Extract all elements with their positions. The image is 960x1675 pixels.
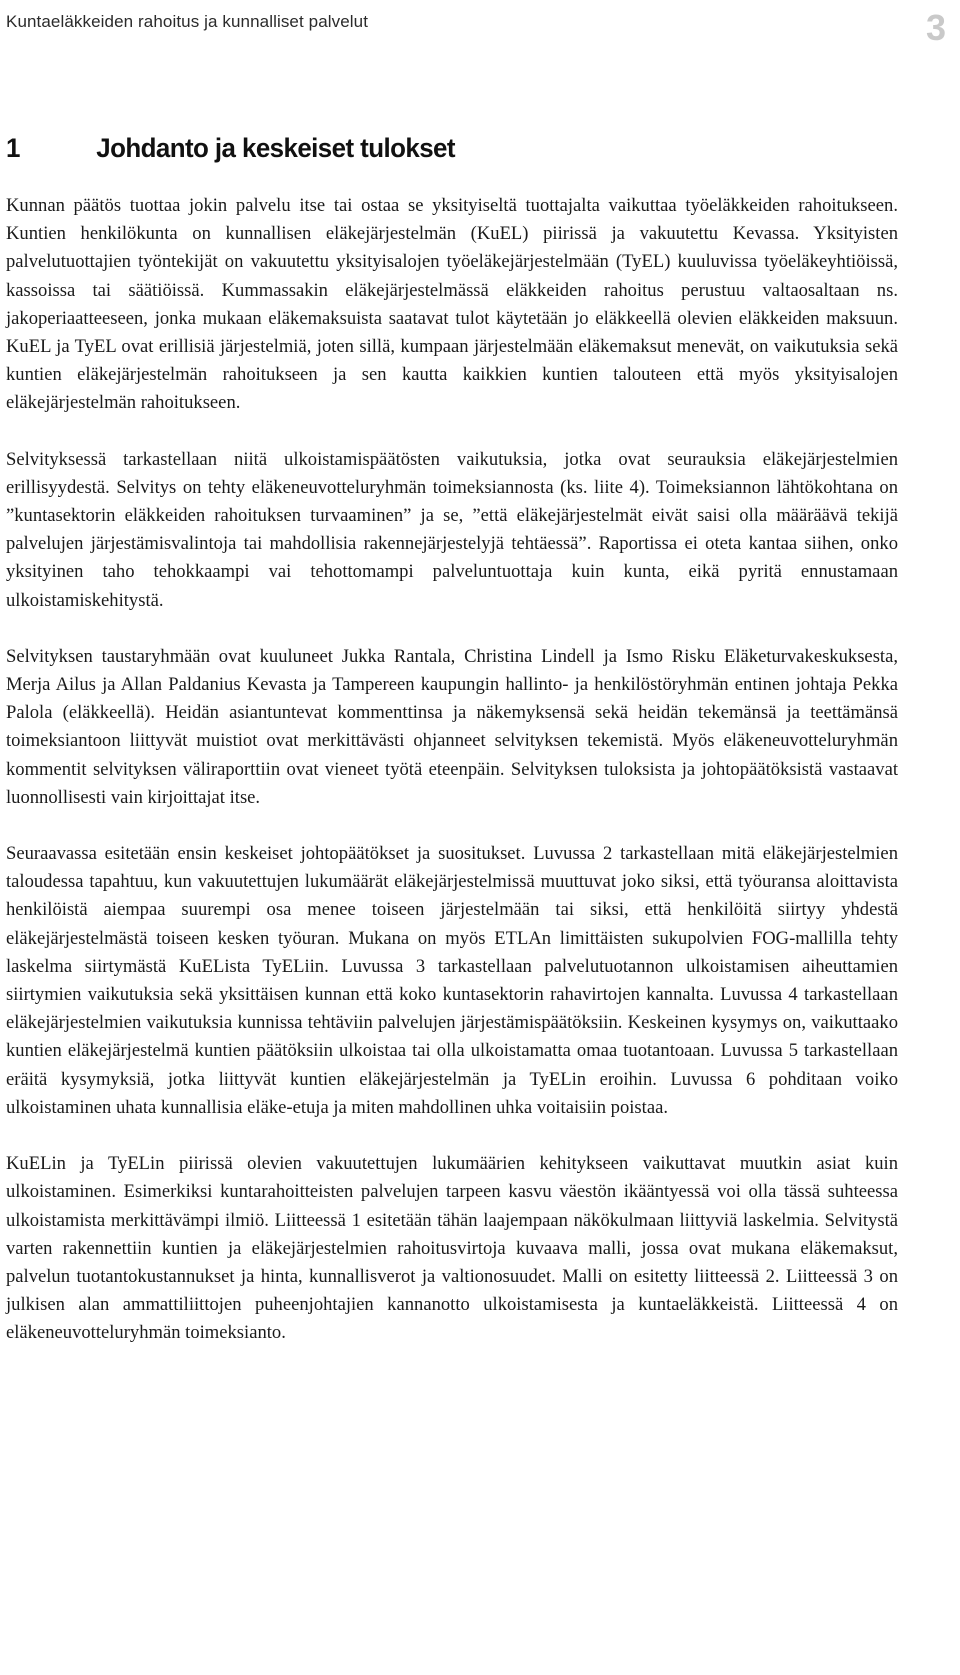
running-title: Kuntaeläkkeiden rahoitus ja kunnalliset palvelut bbox=[6, 12, 369, 31]
paragraph-5: KuELin ja TyELin piirissä olevien vakuutettujen lukumäärien kehitykseen vaikuttavat muutkin asiat kuin ulkoistaminen. Esimerkiksi kuntarahoitteisten palvelujen tarpeen kasvu väestön ikääntyessä voi olla tässä suhteessa ulkoistamista merkittävämpi ilmiö. Liitteessä 1 esitetään tähän laajempaan näkökulmaan liittyviä laskelmia. Selvitystä varten rakennettiin kuntien ja eläkejärjestelmien rahoitusvirtoja kuvaava malli, jossa ovat mukana eläkemaksut, palvelun tuotantokustannukset ja hinta, kunnallisverot ja valtionosuudet. Malli on esitetty liitteessä 2. Liitteessä 3 on julkisen alan ammattiliittojen puheenjohtajien kannanotto ulkoistamisesta ja kuntaeläkkeistä. Liitteessä 4 on eläkeneuvotteluryhmän toimeksianto. bbox=[6, 1153, 898, 1344]
paragraph-1: Kunnan päätös tuottaa jokin palvelu itse tai ostaa se yksityiseltä tuottajalta vaikuttaa työeläkkeiden rahoitukseen. Kuntien henkilökunta on kunnallisen eläkejärjestelmän (KuEL) piirissä ja vakuutettu Kevassa. Yksityisten palvelutuottajien työntekijät on vakuutettu yksityisalojen työeläkejärjestelmään (TyEL) kuuluvissa työeläkeyhtiöissä, kassoissa tai säätiöissä. Kummassakin eläkejärjestelmässä eläkkeiden rahoitus perustuu valtaosaltaan ns. jakoperiaatteeseen, jonka mukaan eläkemaksuista saatavat tulot käytetään jo eläkkeellä olevien eläkkeiden maksuun. KuEL ja TyEL ovat erillisiä järjestelmiä, joten sillä, kumpaan järjestelmään eläkemaksut menevät, on vaikutuksia sekä kuntien eläkejärjestelmän rahoitukseen ja sen kautta kaikkien kuntien talouteen että myös yksityisalojen eläkejärjestelmän rahoitukseen. bbox=[6, 195, 898, 414]
paragraph-4: Seuraavassa esitetään ensin keskeiset johtopäätökset ja suositukset. Luvussa 2 tarkastellaan mitä eläkejärjestelmien taloudessa tapahtuu, kun vakuutettujen lukumäärät eläkejärjestelmissä muuttuvat joko siksi, että työuransa aloittavista henkilöistä aiempaa suurempi osa menee toiseen järjestelmään tai siksi, että henkilöitä siirtyy yhdestä eläkejärjestelmästä toiseen kesken työuran. Mukana on myös ETLAn limittäisten sukupolvien FOG-mallilla tehty laskelma siirtymästä KuELista TyELiin. Luvussa 3 tarkastellaan palvelutuotannon ulkoistamisen aiheuttamien siirtymien vaikutuksia sekä yksittäisen kunnan että koko kuntasektorin rahavirtojen kannalta. Luvussa 4 tarkastellaan eläkejärjestelmien vaikutuksia kunnissa tehtäviin palvelujen järjestämispäätöksiin. Keskeinen kysymys on, vaikuttaako kuntien eläkejärjestelmä kuntien päätöksiin ulkoistaa tai olla ulkoistamatta omaa tuotantoaan. Luvussa 5 tarkastellaan eräitä kysymyksiä, jotka liittyvät kuntien eläkejärjestelmän ja TyELin eroihin. Luvussa 6 pohditaan voiko ulkoistaminen uhata kunnallisia eläke-etuja ja miten mahdollinen uhka voitaisiin poistaa. bbox=[6, 843, 898, 1118]
chapter-heading bbox=[6, 133, 908, 164]
paragraph-2: Selvityksessä tarkastellaan niitä ulkoistamispäätösten vaikutuksia, jotka ovat seurauksia eläkejärjestelmien erillisyydestä. Selvitys on tehty eläkeneuvotteluryhmän toimeksiannosta (ks. liite 4). Toimeksiannon lähtökohtana on ”kuntasektorin eläkkeiden rahoituksen turvaaminen” ja se, ”että eläkejärjestelmät eivät saisi olla määräävä tekijä palvelujen järjestämisvalintoja tai mahdollisia rakennejärjestelyjä tehtäessä”. Raportissa ei oteta kantaa siihen, onko yksityinen taho tehokkaampi vai tehottomampi palveluntuottaja kuin kunta, eikä pyritä ennustamaan ulkoistamiskehitystä. bbox=[6, 448, 898, 611]
paragraph-3: Selvityksen taustaryhmään ovat kuuluneet Jukka Rantala, Christina Lindell ja Ismo Risku Eläketurvakeskuksesta, Merja Ailus ja Allan Paldanius Kevasta ja Tampereen kaupungin hallinto- ja henkilöstöryhmän entinen johtaja Pekka Palola (eläkkeellä). Heidän asiantuntevat kommenttinsa ja näkemyksensä sekä heidän tekemänsä ja teettämänsä toimeksiantoon liittyvät muistiot ovat merkittävästi ohjanneet selvityksen tekemistä. Myös eläkeneuvotteluryhmän kommentit selvityksen väliraporttiin ovat vieneet työtä eteenpäin. Selvityksen tuloksista ja johtopäätöksistä vastaavat luonnollisesti vain kirjoittajat itse. bbox=[6, 645, 898, 808]
page-number: 3 bbox=[925, 7, 946, 48]
chapter-title: Johdanto ja keskeiset tulokset bbox=[96, 133, 455, 163]
running-header bbox=[6, 7, 946, 48]
body-text bbox=[6, 192, 898, 1376]
chapter-number: 1 bbox=[6, 133, 20, 163]
